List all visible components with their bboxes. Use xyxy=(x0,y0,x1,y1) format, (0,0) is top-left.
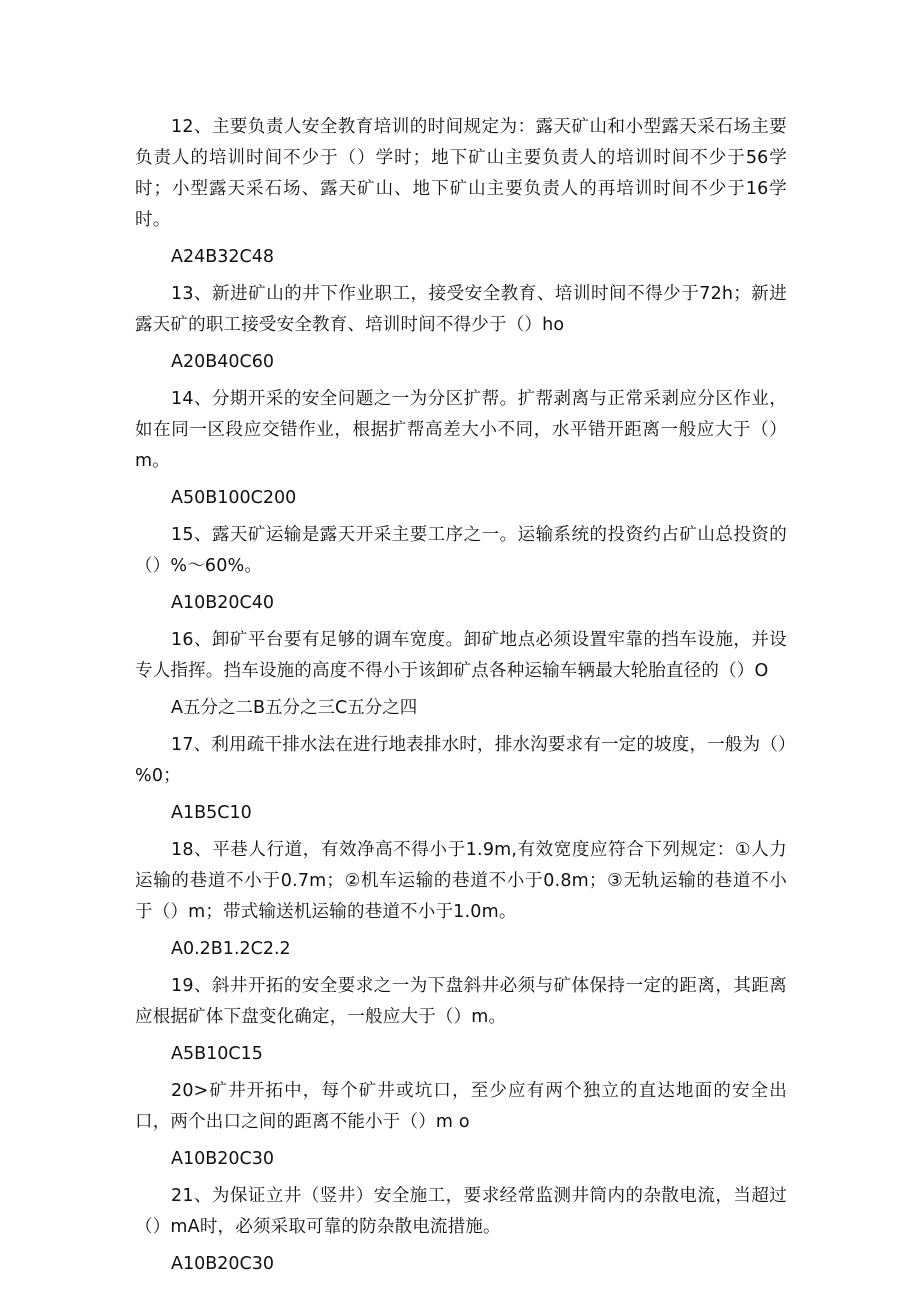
question-text: 12、主要负责人安全教育培训的时间规定为：露天矿山和小型露天采石场主要负责人的培训时间不少于（）学时；地下矿山主要负责人的培训时间不少于56学时；小型露天采石场、露天矿山、地下矿山主要负责人的再培训时间不少于16学时。 xyxy=(135,117,787,230)
answer-options: A10B20C30 xyxy=(171,1254,275,1274)
answer-options: A1B5C10 xyxy=(171,803,252,823)
answer-options: A20B40C60 xyxy=(171,352,275,372)
question-text: 20>矿井开拓中，每个矿井或坑口，至少应有两个独立的直达地面的安全出口，两个出口之间的距离不能小于（）m o xyxy=(135,1081,787,1132)
question-text: 13、新进矿山的井下作业职工，接受安全教育、培训时间不得少于72h；新进露天矿的职工接受安全教育、培训时间不得少于（）ho xyxy=(135,284,787,335)
question-text: 18、平巷人行道，有效净高不得小于1.9m,有效宽度应符合下列规定：①人力运输的巷道不小于0.7m；②机车运输的巷道不小于0.8m；③无轨运输的巷道不小于（）m；带式输送机运输的巷道不小于1.0m。 xyxy=(135,840,787,922)
answer-options: A50B100C200 xyxy=(171,488,297,508)
answer-options: A0.2B1.2C2.2 xyxy=(171,939,291,959)
question-text: 15、露天矿运输是露天开采主要工序之一。运输系统的投资约占矿山总投资的（）%～60%。 xyxy=(135,525,787,576)
answer-options: A10B20C30 xyxy=(171,1149,275,1169)
answer-options: A24B32C48 xyxy=(171,247,275,267)
answer-options: A五分之二B五分之三C五分之四 xyxy=(171,698,418,718)
question-text: 14、分期开采的安全问题之一为分区扩帮。扩帮剥离与正常采剥应分区作业，如在同一区段应交错作业，根据扩帮高差大小不同，水平错开距离一般应大于（）m。 xyxy=(135,389,787,471)
question-text: 19、斜井开拓的安全要求之一为下盘斜井必须与矿体保持一定的距离，其距离应根据矿体下盘变化确定，一般应大于（）m。 xyxy=(135,976,787,1027)
answer-options: A10B20C40 xyxy=(171,593,275,613)
question-text: 16、卸矿平台要有足够的调车宽度。卸矿地点必须设置牢靠的挡车设施，并设专人指挥。挡车设施的高度不得小于该卸矿点各种运输车辆最大轮胎直径的（）O xyxy=(135,630,787,681)
question-list xyxy=(135,112,787,1286)
answer-options: A5B10C15 xyxy=(171,1044,263,1064)
question-text: 17、利用疏干排水法在进行地表排水时，排水沟要求有一定的坡度，一般为（）%0； xyxy=(135,735,787,786)
question-text: 21、为保证立井（竖井）安全施工，要求经常监测井筒内的杂散电流，当超过（）mA时，必须采取可靠的防杂散电流措施。 xyxy=(135,1186,787,1237)
